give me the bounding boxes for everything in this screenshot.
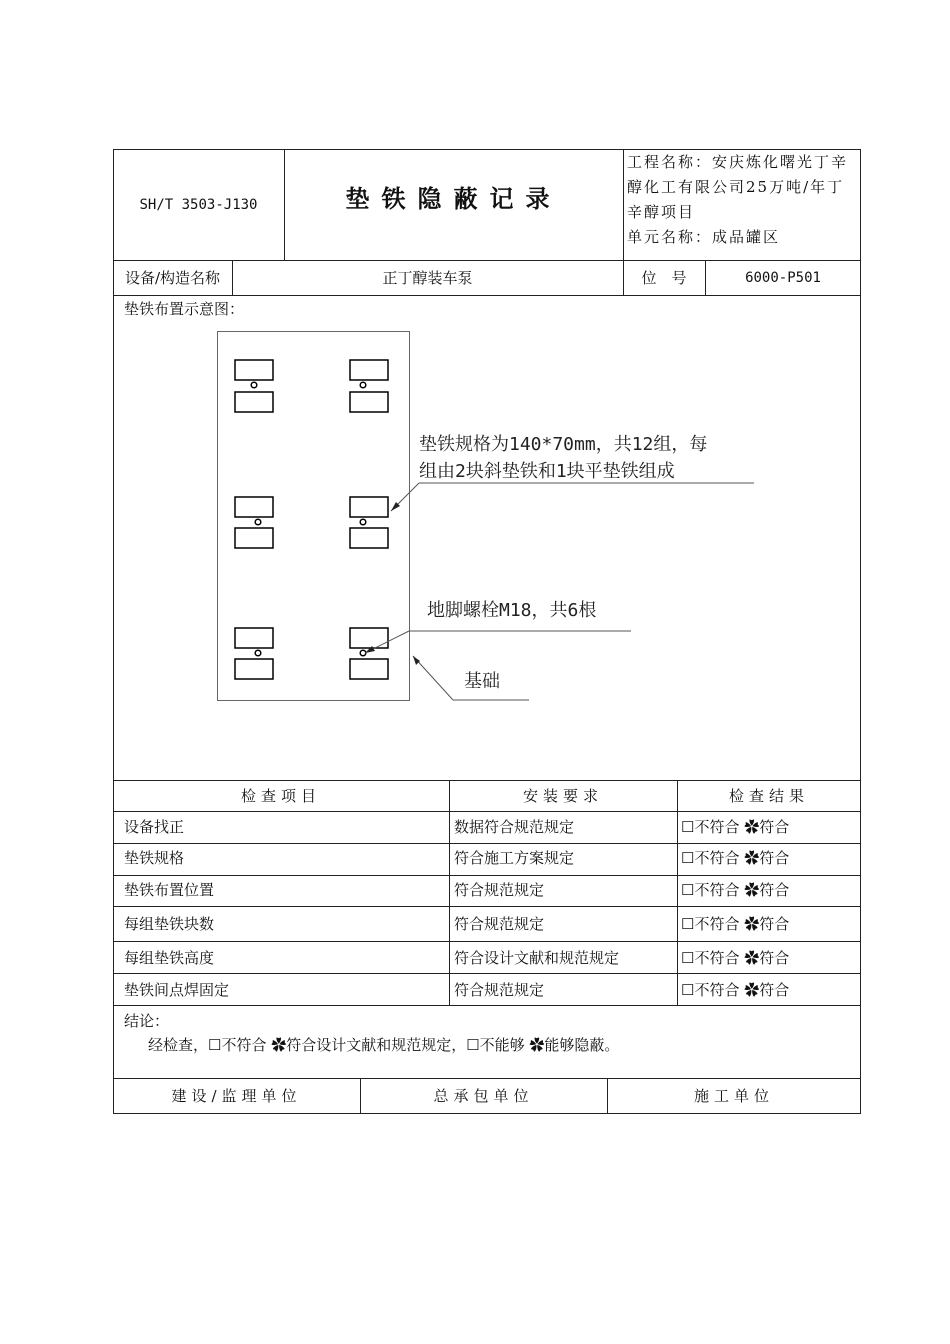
unit-name: 成品罐区 bbox=[712, 228, 781, 246]
row-requirement: 符合规范规定 bbox=[454, 981, 545, 999]
shim-spec-note-line1: 垫铁规格为140*70mm，共12组，每 bbox=[419, 434, 708, 455]
shim-layout-diagram bbox=[113, 296, 861, 780]
row-result: ☐不符合 ✿符合 bbox=[681, 818, 790, 836]
signature-owner-supervisor: 建设/监理单位 bbox=[171, 1087, 302, 1105]
column-header-requirement: 安装要求 bbox=[522, 787, 603, 805]
equipment-name-value: 正丁醇装车泵 bbox=[382, 269, 473, 287]
row-result: ☐不符合 ✿符合 bbox=[681, 849, 790, 867]
project-line3: 辛醇项目 bbox=[627, 203, 696, 221]
divider bbox=[677, 780, 678, 1005]
row-requirement: 符合施工方案规定 bbox=[454, 849, 575, 867]
shim-spec-note-line2: 组由2块斜垫铁和1块平垫铁组成 bbox=[419, 461, 675, 482]
row-requirement: 符合设计文献和规范规定 bbox=[454, 949, 620, 967]
row-item: 每组垫铁块数 bbox=[124, 915, 215, 933]
row-requirement: 符合规范规定 bbox=[454, 915, 545, 933]
row-item: 垫铁布置位置 bbox=[124, 881, 215, 899]
divider bbox=[623, 149, 624, 260]
divider bbox=[113, 973, 861, 974]
shim-group bbox=[350, 628, 388, 679]
diagram-caption: 垫铁布置示意图： bbox=[124, 300, 245, 318]
unit-label: 单元名称： bbox=[627, 228, 713, 246]
tag-value: 6000-P501 bbox=[745, 270, 821, 286]
doc-code: SH/T 3503-J130 bbox=[139, 197, 258, 213]
row-requirement: 数据符合规范规定 bbox=[454, 818, 575, 836]
row-result: ☐不符合 ✿符合 bbox=[681, 981, 790, 999]
tag-label: 位 号 bbox=[641, 269, 687, 287]
foundation-label: 基础 bbox=[464, 671, 500, 692]
divider bbox=[113, 780, 861, 781]
record-sheet bbox=[113, 149, 861, 1114]
project-line2: 醇化工有限公司25万吨/年丁 bbox=[627, 178, 845, 196]
project-label: 工程名称： bbox=[627, 153, 713, 171]
page-title: 垫铁隐蔽记录 bbox=[345, 184, 562, 213]
divider bbox=[113, 875, 861, 876]
row-item: 垫铁规格 bbox=[124, 849, 185, 867]
row-result: ☐不符合 ✿符合 bbox=[681, 915, 790, 933]
leader-line bbox=[413, 656, 453, 700]
anchor-bolt-note: 地脚螺栓M18，共6根 bbox=[427, 600, 597, 621]
equipment-name-label: 设备/构造名称 bbox=[124, 269, 221, 287]
shim-group bbox=[350, 497, 388, 548]
row-result: ☐不符合 ✿符合 bbox=[681, 949, 790, 967]
divider bbox=[113, 843, 861, 844]
arrow-head bbox=[413, 656, 420, 665]
row-item: 每组垫铁高度 bbox=[124, 949, 215, 967]
divider bbox=[113, 811, 861, 812]
project-info bbox=[627, 152, 848, 172]
divider bbox=[113, 906, 861, 907]
divider bbox=[113, 260, 861, 261]
divider bbox=[113, 1078, 861, 1079]
column-header-result: 检查结果 bbox=[728, 787, 809, 805]
conclusion-label: 结论： bbox=[124, 1012, 170, 1030]
conclusion-text: 经检查，☐不符合 ✿符合设计文献和规范规定，☐不能够 ✿能够隐蔽。 bbox=[148, 1036, 620, 1054]
shim-group bbox=[235, 628, 273, 679]
row-result: ☐不符合 ✿符合 bbox=[681, 881, 790, 899]
frame-top bbox=[113, 149, 861, 150]
frame-bottom bbox=[113, 1113, 861, 1114]
signature-construction-unit: 施工单位 bbox=[693, 1087, 774, 1105]
row-item: 设备找正 bbox=[124, 818, 185, 836]
row-item: 垫铁间点焊固定 bbox=[124, 981, 230, 999]
project-line1: 安庆炼化曙光丁辛 bbox=[712, 153, 849, 171]
divider bbox=[113, 941, 861, 942]
divider bbox=[113, 1005, 861, 1006]
shim-group bbox=[235, 360, 273, 412]
arrow-head bbox=[365, 646, 375, 653]
shim-group bbox=[235, 497, 273, 548]
row-requirement: 符合规范规定 bbox=[454, 881, 545, 899]
column-header-item: 检查项目 bbox=[240, 787, 321, 805]
divider bbox=[449, 780, 450, 1005]
signature-general-contractor: 总承包单位 bbox=[433, 1087, 534, 1105]
unit-info bbox=[627, 227, 780, 247]
shim-group bbox=[350, 360, 388, 412]
